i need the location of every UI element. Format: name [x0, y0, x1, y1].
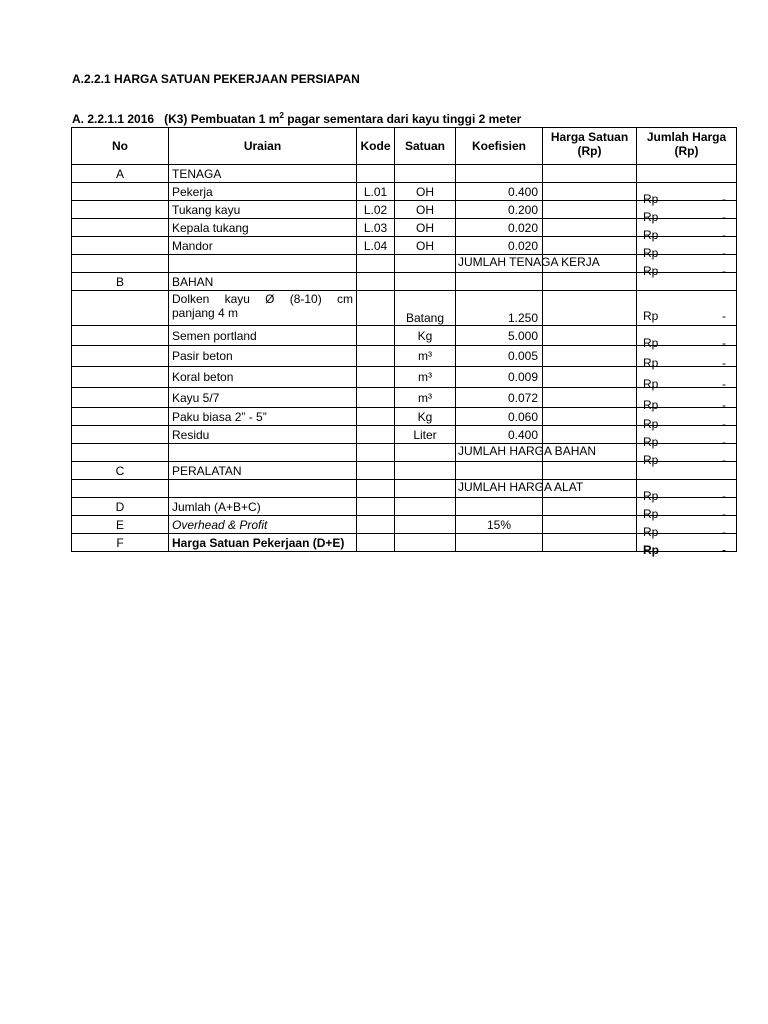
header-jumlah-harga: Jumlah Harga (Rp) — [637, 128, 737, 165]
satuan-cell: OH — [395, 237, 456, 255]
kode-cell: L.01 — [357, 183, 395, 201]
group-no: A — [72, 165, 169, 183]
amount-value: - — [722, 416, 726, 431]
currency-label: Rp — [643, 356, 659, 370]
group-no: B — [72, 273, 169, 291]
jumlah-cell — [637, 219, 737, 242]
amount-value: - — [722, 191, 726, 206]
item-title — [72, 111, 521, 126]
jumlah-cell — [637, 480, 737, 503]
currency-label: Rp — [643, 377, 659, 391]
currency-label: Rp — [643, 506, 659, 521]
uraian-cell: Mandor — [169, 237, 357, 255]
amount-value: - — [722, 335, 726, 350]
amount-value: - — [722, 542, 726, 557]
currency-label: Rp — [643, 434, 659, 449]
koefisien-cell: 0.020 — [456, 237, 543, 255]
section-title: A.2.2.1 HARGA SATUAN PEKERJAAN PERSIAPAN — [72, 72, 360, 86]
currency-label: Rp — [643, 524, 659, 539]
subtotal-row-alat — [72, 480, 737, 498]
koefisien-cell: 5.000 — [456, 326, 543, 346]
summary-label: Jumlah (A+B+C) — [169, 498, 357, 516]
table-row — [72, 408, 737, 426]
item-desc-part1: (K3) Pembuatan 1 m — [164, 112, 280, 126]
amount-value: - — [722, 506, 726, 521]
kode-cell: L.04 — [357, 237, 395, 255]
amount-value: - — [722, 356, 726, 370]
header-no: No — [72, 128, 169, 165]
satuan-cell: OH — [395, 219, 456, 237]
header-kode: Kode — [357, 128, 395, 165]
jumlah-cell — [637, 291, 737, 326]
group-row-tenaga — [72, 165, 737, 183]
koefisien-cell: 0.400 — [456, 426, 543, 444]
subtotal-row-bahan — [72, 444, 737, 462]
satuan-cell: OH — [395, 201, 456, 219]
amount-value: - — [722, 434, 726, 449]
table-row — [72, 388, 737, 408]
uraian-cell: Koral beton — [169, 367, 357, 388]
jumlah-cell — [637, 388, 737, 412]
overhead-percent: 15% — [456, 516, 543, 534]
uraian-cell: Pekerja — [169, 183, 357, 201]
summary-label: Overhead & Profit — [169, 516, 357, 534]
satuan-cell: Batang — [395, 291, 456, 326]
header-row — [72, 128, 737, 165]
subtotal-label: JUMLAH HARGA ALAT — [458, 480, 584, 494]
summary-label: Harga Satuan Pekerjaan (D+E) — [169, 534, 357, 552]
group-no: C — [72, 462, 169, 480]
jumlah-cell — [637, 255, 737, 278]
table-row — [72, 183, 737, 201]
koefisien-cell: 0.072 — [456, 388, 543, 408]
uraian-cell: Kepala tukang — [169, 219, 357, 237]
summary-no: D — [72, 498, 169, 516]
amount-value: - — [722, 488, 726, 503]
kode-cell: L.03 — [357, 219, 395, 237]
currency-label: Rp — [643, 452, 659, 467]
subtotal-label-cell — [456, 255, 600, 273]
group-row-peralatan — [72, 462, 737, 480]
header-koefisien: Koefisien — [456, 128, 543, 165]
currency-label: Rp — [643, 191, 659, 206]
currency-label: Rp — [643, 245, 659, 260]
subtotal-label: JUMLAH HARGA BAHAN — [458, 444, 597, 458]
jumlah-cell — [637, 426, 737, 449]
satuan-cell: Kg — [395, 326, 456, 346]
amount-value: - — [722, 209, 726, 224]
jumlah-cell — [637, 326, 737, 350]
summary-no: E — [72, 516, 169, 534]
jumlah-cell — [637, 237, 737, 260]
subtotal-label: JUMLAH TENAGA KERJA — [458, 255, 600, 269]
koefisien-cell: 0.200 — [456, 201, 543, 219]
jumlah-cell — [637, 534, 737, 557]
amount-value: - — [722, 377, 726, 391]
currency-label: Rp — [643, 542, 659, 557]
currency-label: Rp — [643, 488, 659, 503]
jumlah-cell — [637, 367, 737, 391]
satuan-cell: m³ — [395, 367, 456, 388]
currency-label: Rp — [643, 263, 659, 278]
amount-value: - — [722, 309, 726, 323]
jumlah-cell — [637, 444, 737, 467]
amount-value: - — [722, 227, 726, 242]
subtotal-label-cell — [456, 480, 584, 498]
jumlah-cell — [637, 498, 737, 521]
uraian-cell: Pasir beton — [169, 346, 357, 367]
header-harga-satuan: Harga Satuan (Rp) — [543, 128, 637, 165]
koefisien-cell: 0.020 — [456, 219, 543, 237]
amount-value: - — [722, 452, 726, 467]
summary-row-e — [72, 516, 737, 534]
amount-value: - — [722, 524, 726, 539]
header-uraian: Uraian — [169, 128, 357, 165]
koefisien-cell: 0.005 — [456, 346, 543, 367]
kode-cell: L.02 — [357, 201, 395, 219]
jumlah-cell — [637, 183, 737, 206]
table-row — [72, 367, 737, 388]
uraian-cell: Dolken kayu Ø (8-10) cm panjang 4 m — [169, 291, 357, 326]
uraian-cell: Semen portland — [169, 326, 357, 346]
group-label: TENAGA — [169, 165, 357, 183]
uraian-cell: Kayu 5/7 — [169, 388, 357, 408]
item-desc-part2: pagar sementara dari kayu tinggi 2 meter — [283, 112, 522, 126]
price-analysis-table — [71, 127, 737, 557]
summary-row-f — [72, 534, 737, 552]
currency-label: Rp — [643, 397, 659, 412]
table-row — [72, 346, 737, 367]
uraian-cell: Tukang kayu — [169, 201, 357, 219]
koefisien-cell: 0.400 — [456, 183, 543, 201]
satuan-cell: Liter — [395, 426, 456, 444]
amount-value: - — [722, 397, 726, 412]
satuan-cell: OH — [395, 183, 456, 201]
table-row — [72, 237, 737, 255]
koefisien-cell: 0.060 — [456, 408, 543, 426]
table-row — [72, 426, 737, 444]
group-label: BAHAN — [169, 273, 357, 291]
currency-label: Rp — [643, 416, 659, 431]
jumlah-cell — [637, 201, 737, 224]
koefisien-cell: 0.009 — [456, 367, 543, 388]
jumlah-cell — [637, 346, 737, 370]
satuan-cell: m³ — [395, 346, 456, 367]
amount-value: - — [722, 245, 726, 260]
table-row — [72, 291, 737, 326]
header-satuan: Satuan — [395, 128, 456, 165]
item-desc-sup: 2 — [279, 111, 284, 120]
table-row — [72, 219, 737, 237]
group-label: PERALATAN — [169, 462, 357, 480]
currency-label: Rp — [643, 309, 659, 323]
item-code: A. 2.2.1.1 2016 — [72, 112, 155, 126]
currency-label: Rp — [643, 209, 659, 224]
amount-value: - — [722, 263, 726, 278]
summary-no: F — [72, 534, 169, 552]
jumlah-cell — [637, 408, 737, 431]
satuan-cell: Kg — [395, 408, 456, 426]
table-row — [72, 326, 737, 346]
satuan-cell: m³ — [395, 388, 456, 408]
group-row-bahan — [72, 273, 737, 291]
currency-label: Rp — [643, 227, 659, 242]
koefisien-cell: 1.250 — [456, 291, 543, 326]
uraian-cell: Residu — [169, 426, 357, 444]
summary-row-d — [72, 498, 737, 516]
subtotal-label-cell — [456, 444, 597, 462]
currency-label: Rp — [643, 335, 659, 350]
subtotal-row-tenaga — [72, 255, 737, 273]
table-row — [72, 201, 737, 219]
jumlah-cell — [637, 516, 737, 539]
uraian-cell: Paku biasa 2” - 5” — [169, 408, 357, 426]
